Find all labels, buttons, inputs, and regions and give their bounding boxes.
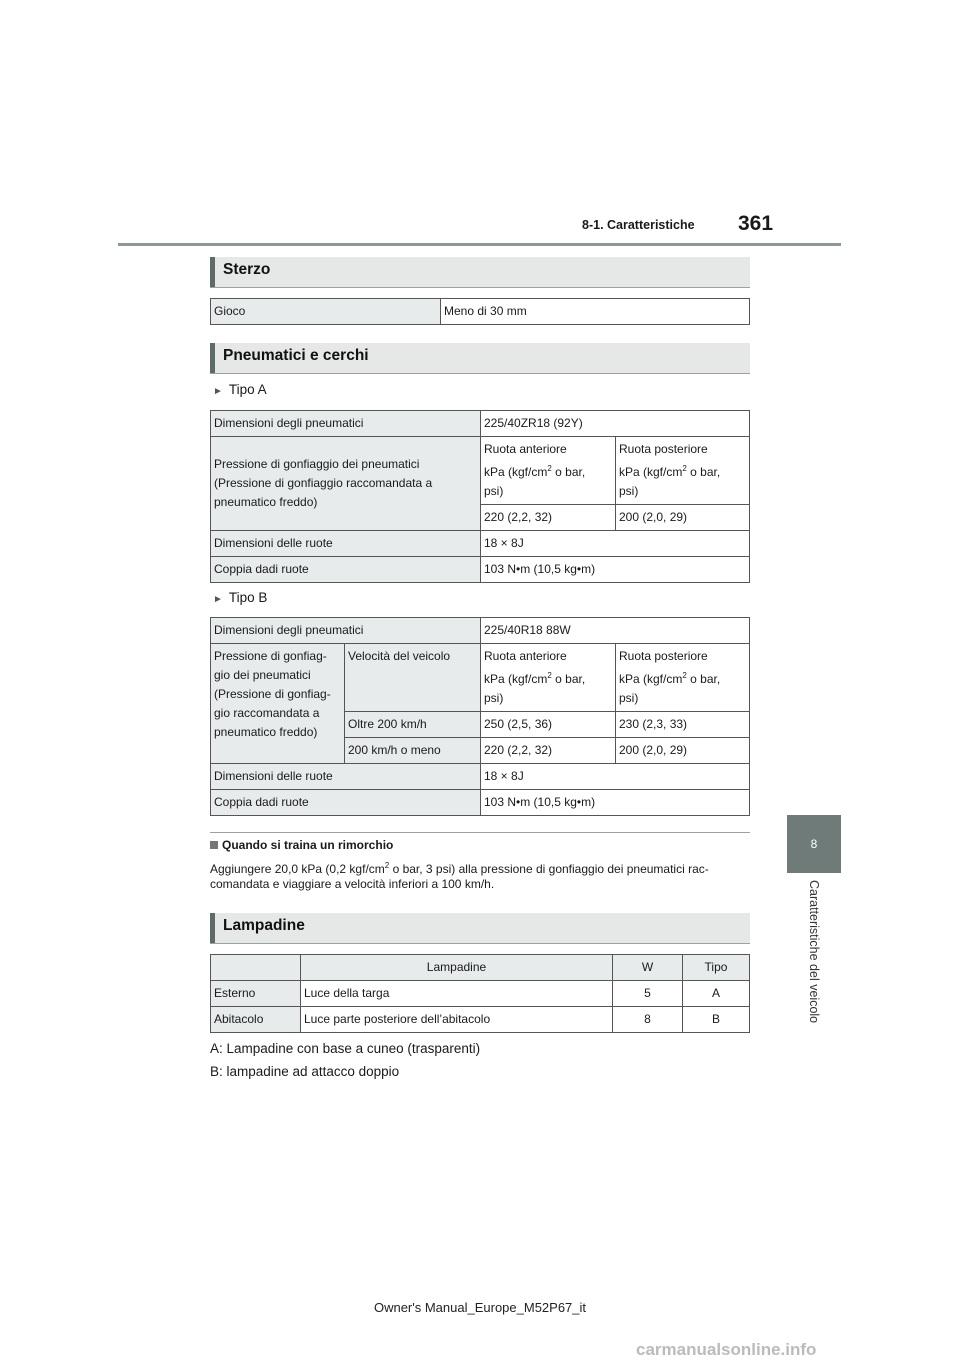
header-cell: Lampadine bbox=[301, 955, 613, 981]
rear-label: Ruota posteriore bbox=[619, 442, 708, 456]
note-text: comandata e viaggiare a velocità inferiori a 100 km/h. bbox=[210, 877, 495, 891]
unit-text: o bar, bbox=[551, 465, 586, 479]
cell-type: B bbox=[683, 1007, 750, 1033]
cell-value: 18 × 8J bbox=[481, 764, 750, 790]
header-cell: Tipo bbox=[683, 955, 750, 981]
unit-text: psi) bbox=[484, 691, 504, 705]
heading-text: Pneumatici e cerchi bbox=[223, 347, 369, 364]
cell-front-value: 250 (2,5, 36) bbox=[481, 712, 616, 738]
note-title-text: Quando si traina un rimorchio bbox=[222, 838, 394, 852]
cell-value: 103 N•m (10,5 kg•m) bbox=[481, 557, 750, 583]
unit-text: kPa (kgf/cm bbox=[619, 465, 683, 479]
type-b-bullet bbox=[213, 590, 267, 605]
cell-value: 18 × 8J bbox=[481, 531, 750, 557]
header-divider bbox=[118, 243, 841, 246]
header-cell: W bbox=[613, 955, 683, 981]
cell-label-pressure bbox=[211, 437, 481, 531]
cell-label: Coppia dadi ruote bbox=[211, 557, 481, 583]
unit-text: psi) bbox=[484, 484, 504, 498]
cell-label: Coppia dadi ruote bbox=[211, 790, 481, 816]
unit-text: psi) bbox=[619, 691, 639, 705]
cell-watt: 5 bbox=[613, 981, 683, 1007]
unit-sup: 2 bbox=[547, 464, 552, 473]
note-body bbox=[210, 858, 750, 892]
chapter-tab-label-text: Caratteristiche del veicolo bbox=[807, 880, 821, 1024]
section-heading-pneumatici bbox=[210, 343, 750, 374]
triangle-bullet-icon: ► bbox=[213, 386, 223, 397]
sterzo-table bbox=[210, 298, 750, 325]
legend-a: A: Lampadine con base a cuneo (trasparenti) bbox=[210, 1041, 481, 1056]
cell-rear-value: 230 (2,3, 33) bbox=[616, 712, 750, 738]
note-divider bbox=[210, 832, 750, 833]
tire-table-type-b bbox=[210, 617, 750, 816]
note-text: o bar, 3 psi) alla pressione di gonfiaggio dei pneumatici rac- bbox=[389, 862, 709, 876]
pressure-line: gio dei pneumatici bbox=[214, 668, 311, 682]
cell-label-pressure bbox=[211, 644, 345, 764]
pressure-line: Pressione di gonfiag- bbox=[214, 649, 327, 663]
cell-front-header bbox=[481, 644, 616, 712]
note-title bbox=[210, 838, 393, 852]
cell-value: 225/40R18 88W bbox=[481, 618, 750, 644]
note-sup: 2 bbox=[384, 861, 390, 870]
cell-front-value: 220 (2,2, 32) bbox=[481, 738, 616, 764]
unit-text: psi) bbox=[619, 484, 639, 498]
pressure-line: Pressione di gonfiaggio dei pneumatici bbox=[214, 457, 420, 471]
cell-front-value: 220 (2,2, 32) bbox=[481, 505, 616, 531]
cell-bulb: Luce della targa bbox=[301, 981, 613, 1007]
legend-b: B: lampadine ad attacco doppio bbox=[210, 1064, 400, 1079]
heading-bar bbox=[210, 257, 215, 287]
unit-sup: 2 bbox=[682, 671, 687, 680]
unit-text: o bar, bbox=[551, 672, 586, 686]
heading-bar bbox=[210, 913, 215, 943]
cell-type: A bbox=[683, 981, 750, 1007]
section-heading-sterzo bbox=[210, 257, 750, 288]
unit-label bbox=[619, 459, 746, 482]
cell-front-header bbox=[481, 437, 616, 505]
cell-bulb: Luce parte posteriore dell’abitacolo bbox=[301, 1007, 613, 1033]
unit-label bbox=[484, 666, 612, 689]
pressure-line: (Pressione di gonfiag- bbox=[214, 687, 331, 701]
cell-area: Esterno bbox=[211, 981, 301, 1007]
type-a-bullet bbox=[213, 382, 267, 397]
note-text: Aggiungere 20,0 kPa (0,2 kgf/cm bbox=[210, 862, 385, 876]
cell-watt: 8 bbox=[613, 1007, 683, 1033]
cell-label: Dimensioni delle ruote bbox=[211, 764, 481, 790]
front-label: Ruota anteriore bbox=[484, 442, 567, 456]
unit-label bbox=[484, 459, 612, 482]
cell-label: Dimensioni degli pneumatici bbox=[211, 618, 481, 644]
bulbs-table bbox=[210, 954, 750, 1033]
cell-label: Dimensioni delle ruote bbox=[211, 531, 481, 557]
unit-text: kPa (kgf/cm bbox=[484, 465, 548, 479]
cell-value: 103 N•m (10,5 kg•m) bbox=[481, 790, 750, 816]
tire-table-type-a bbox=[210, 410, 750, 583]
section-title: 8-1. Caratteristiche bbox=[582, 218, 695, 232]
rear-label: Ruota posteriore bbox=[619, 649, 708, 663]
cell-rear-value: 200 (2,0, 29) bbox=[616, 505, 750, 531]
cell-rear-value: 200 (2,0, 29) bbox=[616, 738, 750, 764]
chapter-tab-number: 8 bbox=[787, 815, 841, 873]
header-cell bbox=[211, 955, 301, 981]
pressure-line: (Pressione di gonfiaggio raccomandata a bbox=[214, 476, 433, 490]
square-bullet-icon bbox=[210, 841, 218, 849]
cell-rear-header bbox=[616, 644, 750, 712]
unit-text: kPa (kgf/cm bbox=[619, 672, 683, 686]
footer-text: Owner's Manual_Europe_M52P67_it bbox=[373, 1300, 587, 1315]
unit-label bbox=[619, 666, 746, 689]
unit-sup: 2 bbox=[682, 464, 687, 473]
cell-speed: 200 km/h o meno bbox=[345, 738, 481, 764]
pressure-line: gio raccomandata a bbox=[214, 706, 320, 720]
cell-speed: Oltre 200 km/h bbox=[345, 712, 481, 738]
triangle-bullet-icon: ► bbox=[213, 594, 223, 605]
cell-value: Meno di 30 mm bbox=[441, 299, 750, 325]
watermark: carmanualsonline.info bbox=[636, 1340, 817, 1359]
cell-value: 225/40ZR18 (92Y) bbox=[481, 411, 750, 437]
heading-bar bbox=[210, 343, 215, 373]
unit-text: kPa (kgf/cm bbox=[484, 672, 548, 686]
cell-area: Abitacolo bbox=[211, 1007, 301, 1033]
type-a-label: Tipo A bbox=[228, 382, 267, 397]
front-label: Ruota anteriore bbox=[484, 649, 567, 663]
chapter-tab-label bbox=[801, 880, 827, 1050]
unit-text: o bar, bbox=[686, 672, 721, 686]
cell-rear-header bbox=[616, 437, 750, 505]
type-b-label: Tipo B bbox=[228, 590, 268, 605]
cell-label: Gioco bbox=[211, 299, 441, 325]
unit-sup: 2 bbox=[547, 671, 552, 680]
heading-text: Sterzo bbox=[223, 261, 271, 278]
unit-text: o bar, bbox=[686, 465, 721, 479]
section-heading-lampadine bbox=[210, 913, 750, 944]
pressure-line: pneumatico freddo) bbox=[214, 495, 318, 509]
cell-speed-header: Velocità del veicolo bbox=[345, 644, 481, 712]
page-number: 361 bbox=[738, 212, 774, 235]
pressure-line: pneumatico freddo) bbox=[214, 725, 318, 739]
cell-label: Dimensioni degli pneumatici bbox=[211, 411, 481, 437]
heading-text: Lampadine bbox=[223, 917, 305, 934]
